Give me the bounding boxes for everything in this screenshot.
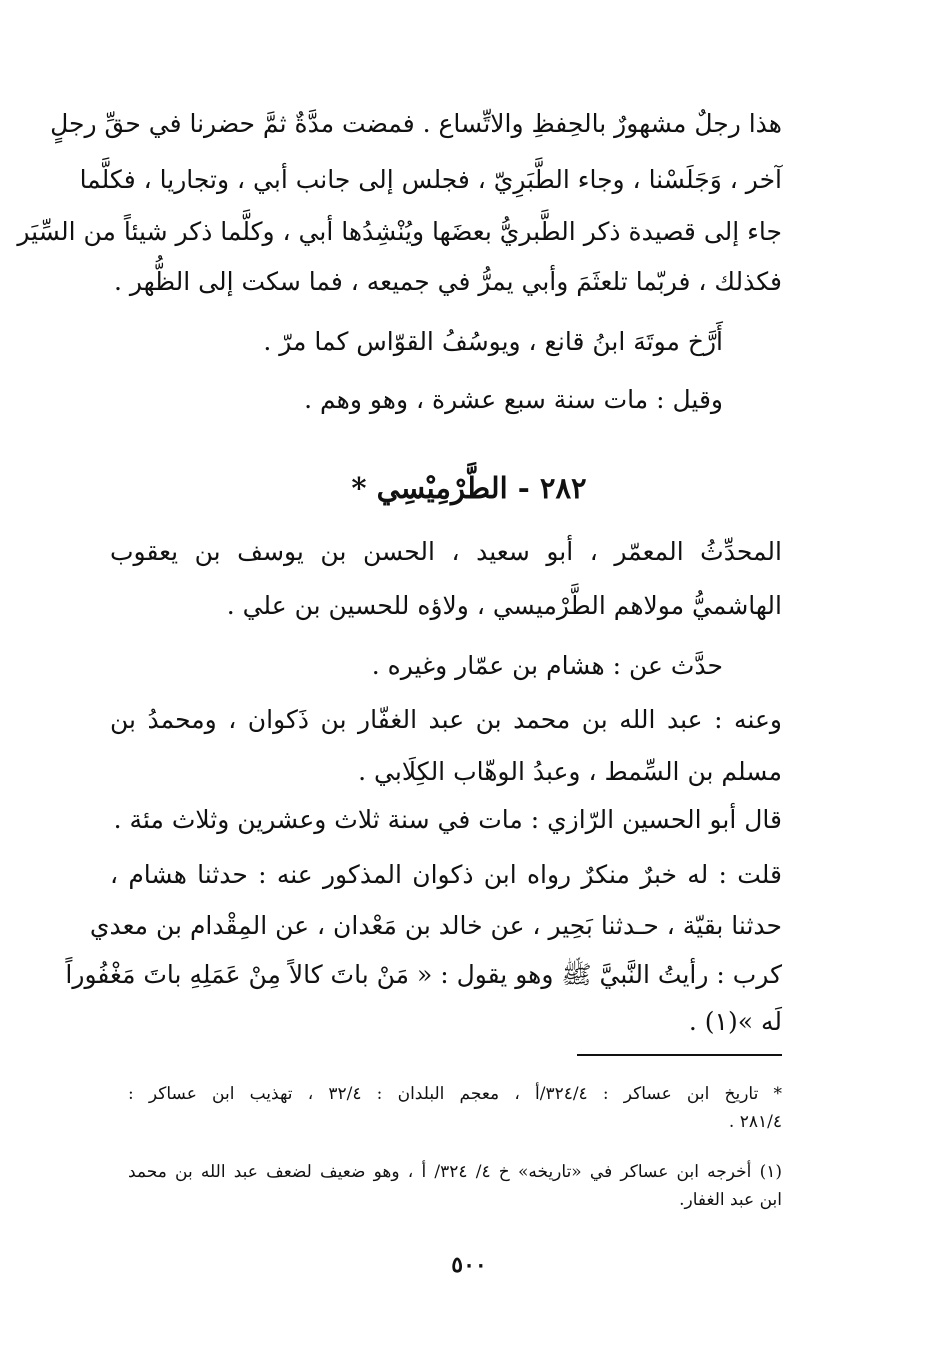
footnote-1-line-2: ابن عبد الغفار.	[679, 1190, 782, 1210]
body-paragraph-3: وقيل : مات سنة سبع عشرة ، وهو وهم .	[304, 385, 723, 414]
body-paragraph-7: قال أبو الحسين الرّازي : مات في سنة ثلاث وعشرين وثلاث مئة .	[113, 805, 782, 834]
footnote-1-line-1: (١) أخرجه ابن عساكر في «تاريخه» خ ٤/ ٣٢٤/ أ ، وهو ضعيف لضعف عبد الله بن محمد	[128, 1162, 782, 1182]
body-line-p6-2: مسلم بن السِّمط ، وعبدُ الوهّاب الكِلَابي .	[358, 757, 782, 786]
body-line-p8-4: لَه »(١) .	[688, 1007, 782, 1036]
body-line-p4-1: المحدِّثُ المعمّر ، أبو سعيد ، الحسن بن يوسف بن يعقوب	[110, 537, 782, 566]
page-number: ٥٠٠	[451, 1252, 487, 1278]
footnote-source-line-1: * تاريخ ابن عساكر : ٣٢٤/٤/أ ، معجم البلدان : ٣٢/٤ ، تهذيب ابن عساكر :	[128, 1084, 782, 1104]
body-paragraph-2: أَرَّخ موتَهَ ابنُ قانع ، ويوسُفُ القوّاس كما مرّ .	[263, 327, 723, 356]
entry-heading: ٢٨٢ - الطَّرْمِيْسِي *	[351, 471, 587, 505]
body-line-p8-3: كرب : رأيتُ النَّبيَّ ﷺ وهو يقول : « مَنْ باتَ كالاً مِنْ عَمَلِهِ باتَ مَغْفُوراً	[65, 960, 782, 989]
body-line-p6-1: وعنه : عبد الله بن محمد بن عبد الغفّار بن ذَكوان ، ومحمدُ بن	[110, 705, 782, 734]
body-line-p8-2: حدثنا بقيّة ، حـدثنا بَحِير ، عن خالد بن مَعْدان ، عن المِقْدام بن معدي	[89, 911, 782, 940]
body-line-2: آخر ، وَجَلَسْنا ، وجاء الطَّبَرِيّ ، فجلس إلى جانب أبي ، وتجاريا ، فكلَّما	[79, 165, 782, 194]
body-paragraph-5: حدَّث عن : هشام بن عمّار وغيره .	[371, 651, 723, 680]
footnote-source-line-2: ٢٨١/٤ .	[728, 1112, 782, 1132]
body-line-1: هذا رجلٌ مشهورٌ بالحِفظِ والاتِّساع . فمضت مدَّةٌ ثمَّ حضرنا في حقِّ رجلٍ	[50, 109, 782, 138]
body-line-p8-1: قلت : له خبرٌ منكرٌ رواه ابن ذكوان المذكور عنه : حدثنا هشام ،	[110, 860, 782, 889]
footnote-separator	[577, 1054, 782, 1056]
body-line-4: فكذلك ، فربّما تلعثَمَ وأبي يمرُّ في جميعه ، فما سكت إلى الظُّهر .	[113, 267, 782, 296]
body-line-p4-2: الهاشميُّ مولاهم الطَّرْميسي ، ولاؤه للحسين بن علي .	[226, 591, 782, 620]
body-line-3: جاء إلى قصيدة ذكر الطَّبريُّ بعضَها ويُنْشِدُها أبي ، وكلَّما ذكر شيئاً من السِّيَر	[17, 217, 782, 246]
